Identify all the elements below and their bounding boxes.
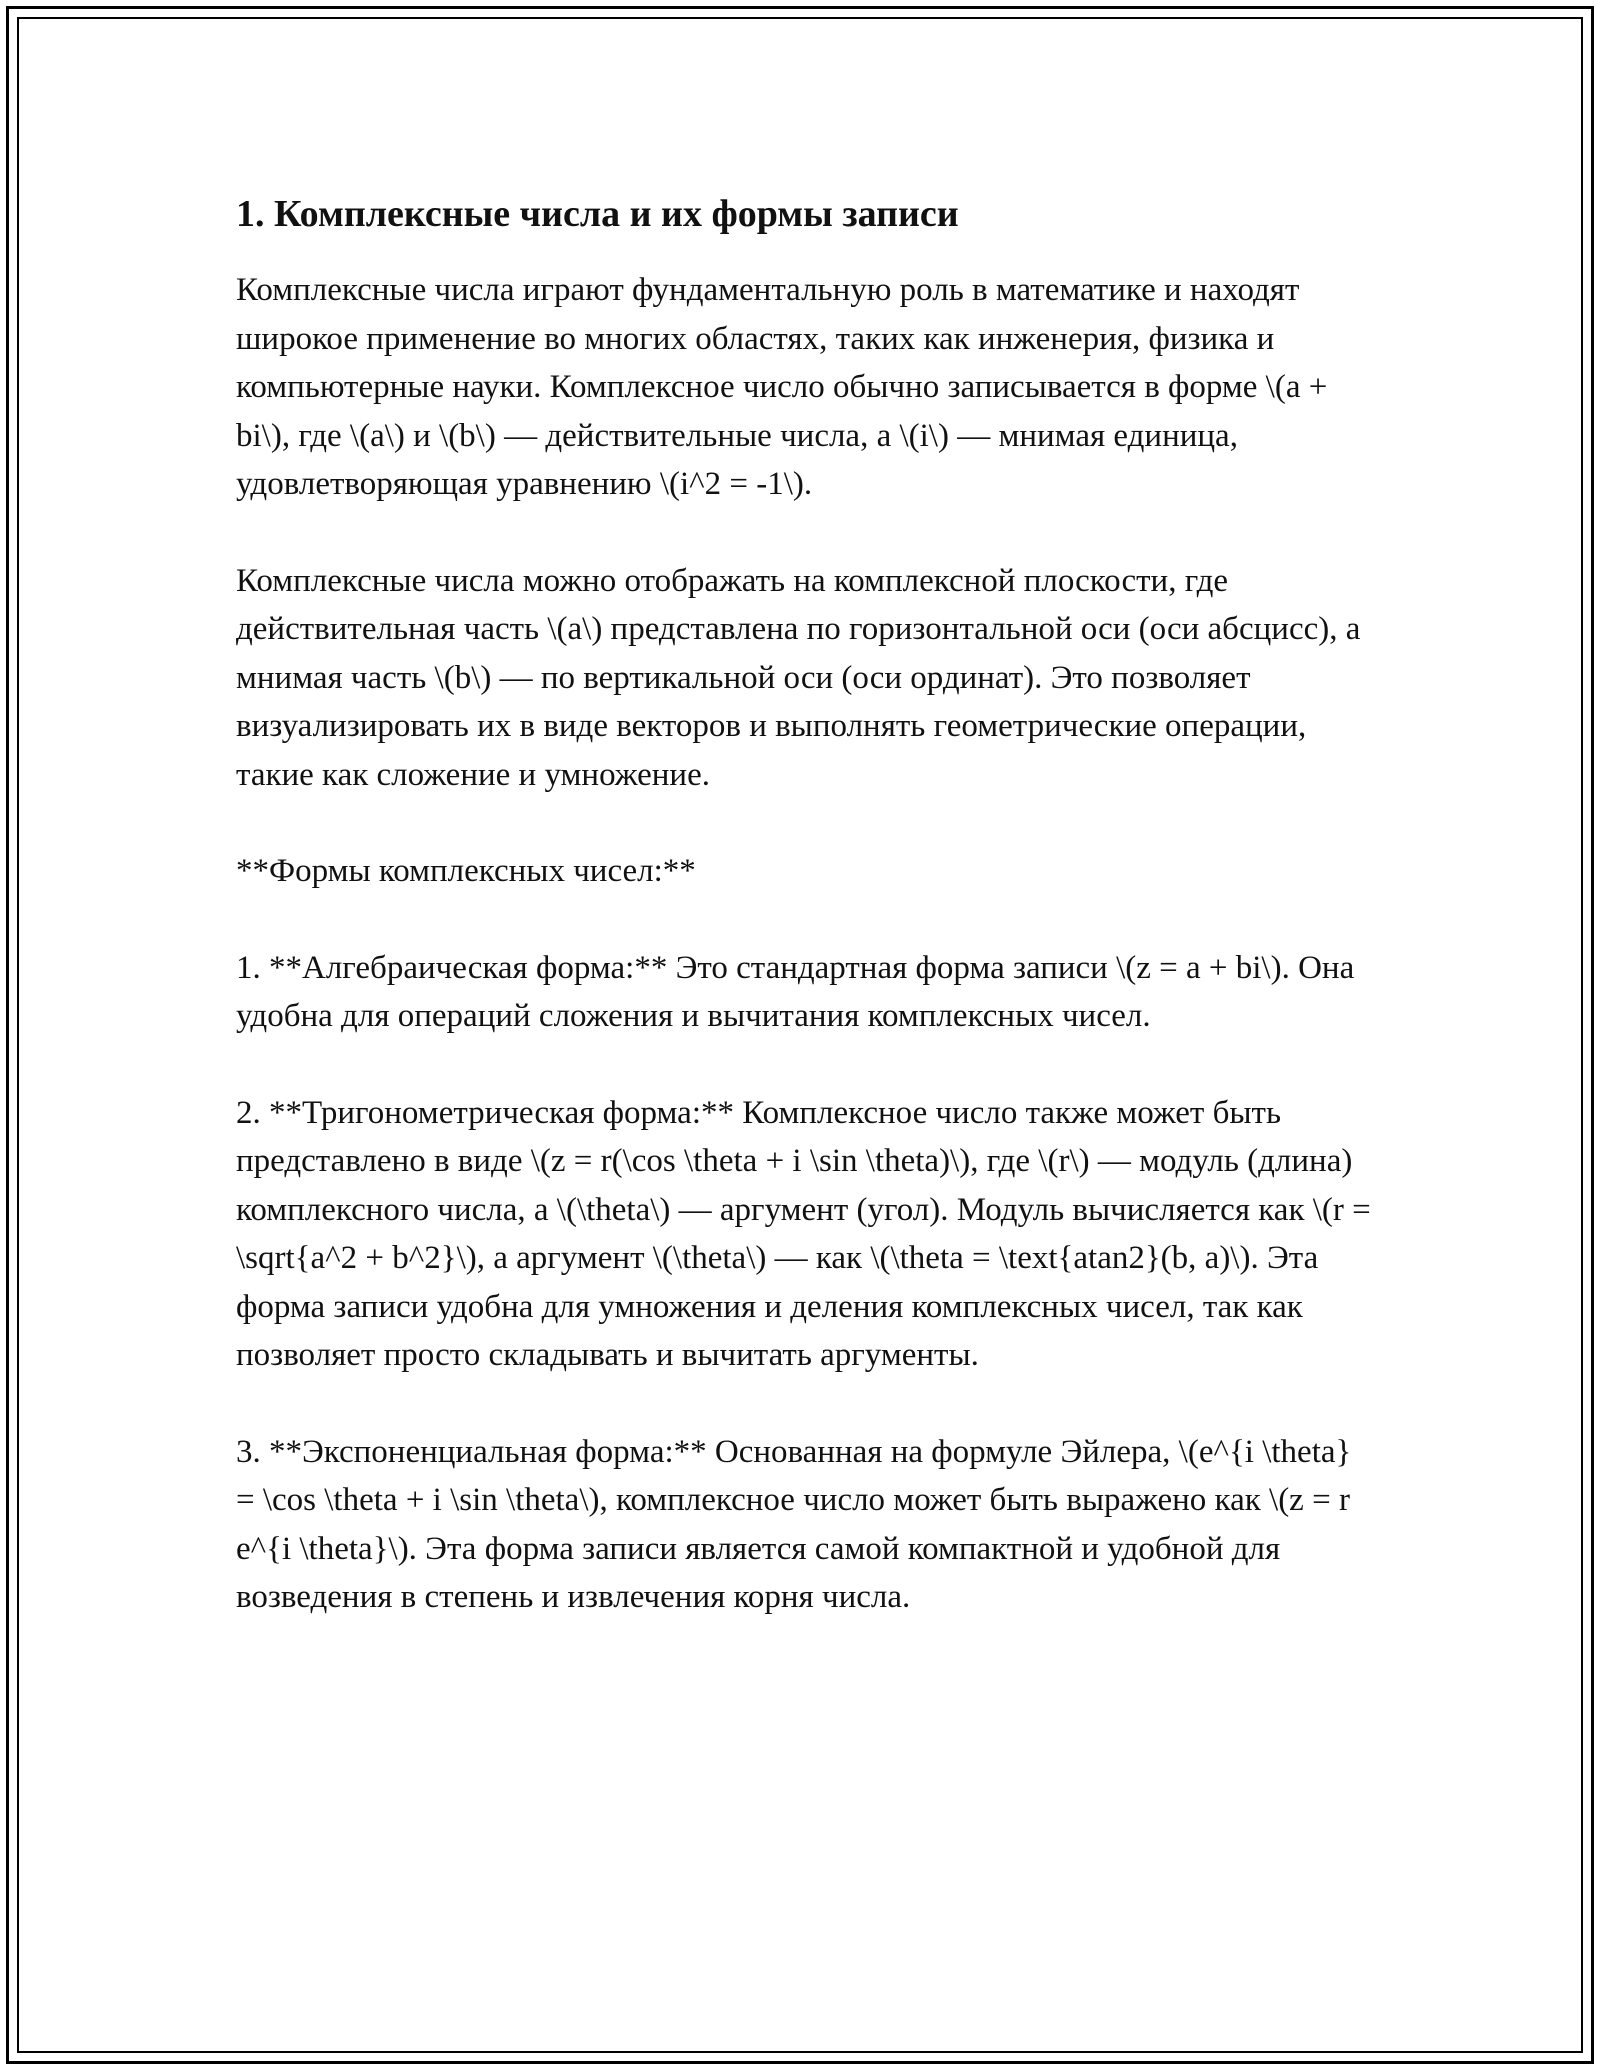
document-body bbox=[236, 190, 1376, 1670]
section-title: 1. Комплексные числа и их формы записи bbox=[236, 193, 959, 235]
intro-paragraph: Комплексные числа играют фундаментальную роль в математике и находят широкое применение во многих областях, таких как инженерия, физика и компьютерные науки. Комплексное число обычно записывается в форме \(a + bi\), где \(a\) и \(b\) — действительные числа, а \(i\) — мнимая единица, удовлетворяющая уравнению \(i^2 = -1\). bbox=[236, 272, 1328, 502]
exponential-form-paragraph: 3. **Экспоненциальная форма:** Основанная на формуле Эйлера, \(e^{i \theta} = \cos \theta + i \sin \theta\), комплексное число может быть выражено как \(z = r e^{i \theta}\). Эта форма записи является самой компактной и удобной для возведения в степень и извлечения корня числа. bbox=[236, 1433, 1352, 1615]
trigonometric-form-paragraph: 2. **Тригонометрическая форма:** Комплексное число также может быть представлено в виде \(z = r(\cos \theta + i \sin \theta)\), где \(r\) — модуль (длина) комплексного числа, а \(\theta\) — аргумент (угол). Модуль вычисляется как \(r = \sqrt{a^2 + b^2}\), а аргумент \(\theta\) — как \(\theta = \text{atan2}(b, a)\). Эта форма записи удобна для умножения и деления комплексных чисел, так как позволяет просто складывать и вычитать аргументы. bbox=[236, 1094, 1371, 1373]
algebraic-form-paragraph: 1. **Алгебраическая форма:** Это стандартная форма записи \(z = a + bi\). Она удобна для операций сложения и вычитания комплексных чисел. bbox=[236, 949, 1355, 1034]
complex-plane-paragraph: Комплексные числа можно отображать на комплексной плоскости, где действительная часть \(a\) представлена по горизонтальной оси (оси абсцисс), а мнимая часть \(b\) — по вертикальной оси (оси ординат). Это позволяет визуализировать их в виде векторов и выполнять геометрические операции, такие как сложение и умножение. bbox=[236, 562, 1361, 793]
forms-heading-paragraph: **Формы комплексных чисел:** bbox=[236, 853, 696, 889]
